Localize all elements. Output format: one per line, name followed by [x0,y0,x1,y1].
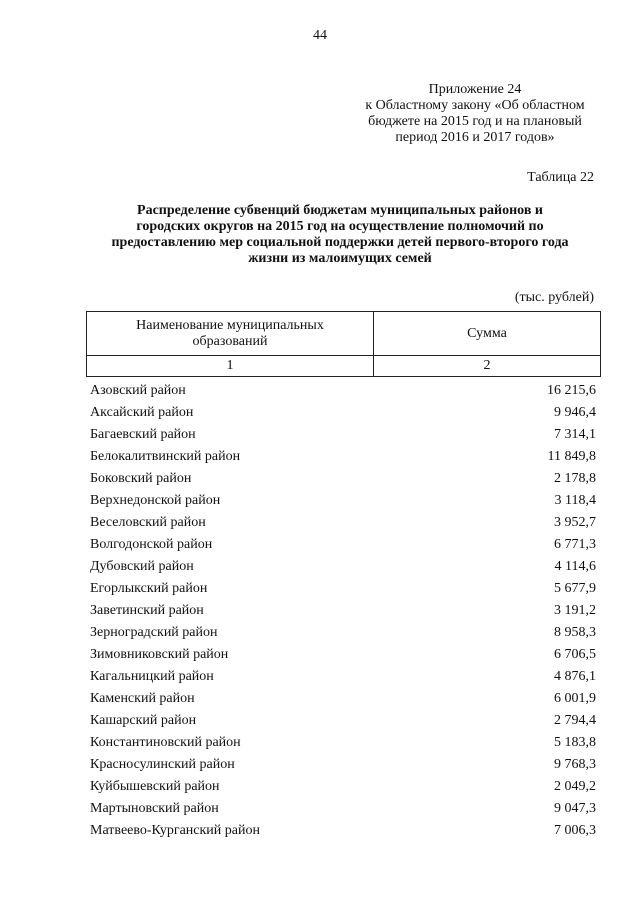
table-label: Таблица 22 [527,170,594,185]
document-title [70,203,610,267]
district-name: Красносулинский район [90,757,235,772]
title-line: городских округов на 2015 год на осуществление полномочий по [136,219,544,234]
column-number-cell: 2 [374,356,601,377]
district-name: Багаевский район [90,427,196,442]
district-name: Дубовский район [90,559,194,574]
district-name: Верхнедонской район [90,493,221,508]
subvention-amount: 2 178,8 [554,471,596,486]
subvention-amount: 2 049,2 [554,779,596,794]
district-name: Егорлыкский район [90,581,208,596]
subvention-amount: 11 849,8 [547,449,596,464]
header-row [87,312,601,356]
table-row [90,490,596,512]
subvention-amount: 2 794,4 [554,713,596,728]
subvention-amount: 6 771,3 [554,537,596,552]
table-row [90,446,596,468]
district-name: Белокалитвинский район [90,449,241,464]
appendix-line: период 2016 и 2017 годов» [395,130,555,145]
table-row [90,468,596,490]
title-line: жизни из малоимущих семей [248,251,432,266]
header-sum-cell: Сумма [374,312,601,356]
table-row [90,798,596,820]
title-line: Распределение субвенций бюджетам муниципальных районов и [137,203,543,218]
appendix-reference [340,82,610,146]
subvention-amount: 6 706,5 [554,647,596,662]
district-name: Кашарский район [90,713,197,728]
table-row [90,688,596,710]
table-row [90,776,596,798]
district-name: Боковский район [90,471,192,486]
subvention-amount: 5 677,9 [554,581,596,596]
appendix-line: Приложение 24 [428,82,522,97]
subvention-amount: 4 876,1 [554,669,596,684]
appendix-line: к Областному закону «Об областном [365,98,585,113]
table-row [90,732,596,754]
subvention-amount: 8 958,3 [554,625,596,640]
district-name: Константиновский район [90,735,241,750]
units-label: (тыс. рублей) [514,290,594,305]
subvention-amount: 7 006,3 [554,823,596,838]
table-row [90,380,596,402]
table-body [90,380,596,842]
district-name: Мартыновский район [90,801,219,816]
district-name: Кагальницкий район [90,669,214,684]
table-row [90,820,596,842]
table-row [90,534,596,556]
subvention-amount: 9 047,3 [554,801,596,816]
header-name-cell [87,312,374,356]
appendix-line: бюджете на 2015 год и на плановый [368,114,582,129]
district-name: Волгодонской район [90,537,213,552]
table-row [90,644,596,666]
district-name: Аксайский район [90,405,194,420]
table-row [90,578,596,600]
header-name-line: образований [192,333,268,349]
district-name: Заветинский район [90,603,204,618]
subvention-amount: 3 952,7 [554,515,596,530]
district-name: Куйбышевский район [90,779,220,794]
table-header [86,311,601,377]
subvention-amount: 4 114,6 [554,559,596,574]
district-name: Каменский район [90,691,195,706]
district-name: Зерноградский район [90,625,218,640]
table-row [90,424,596,446]
table-row [90,666,596,688]
subvention-amount: 3 118,4 [554,493,596,508]
column-number-cell: 1 [87,356,374,377]
title-line: предоставлению мер социальной поддержки детей первого-второго года [111,235,569,250]
subvention-amount: 9 946,4 [554,405,596,420]
district-name: Веселовский район [90,515,206,530]
district-name: Азовский район [90,383,186,398]
table-row [90,622,596,644]
page-number: 44 [313,28,327,43]
table-row [90,402,596,424]
table-row [90,754,596,776]
district-name: Матвеево-Курганский район [90,823,260,838]
subvention-amount: 7 314,1 [554,427,596,442]
table-row [90,512,596,534]
subvention-amount: 3 191,2 [554,603,596,618]
column-number-row [87,356,601,377]
subvention-amount: 9 768,3 [554,757,596,772]
district-name: Зимовниковский район [90,647,229,662]
header-name-line: Наименование муниципальных [136,317,324,333]
subvention-amount: 6 001,9 [554,691,596,706]
table-row [90,600,596,622]
table-row [90,556,596,578]
subvention-amount: 16 215,6 [547,383,596,398]
subvention-amount: 5 183,8 [554,735,596,750]
table-row [90,710,596,732]
